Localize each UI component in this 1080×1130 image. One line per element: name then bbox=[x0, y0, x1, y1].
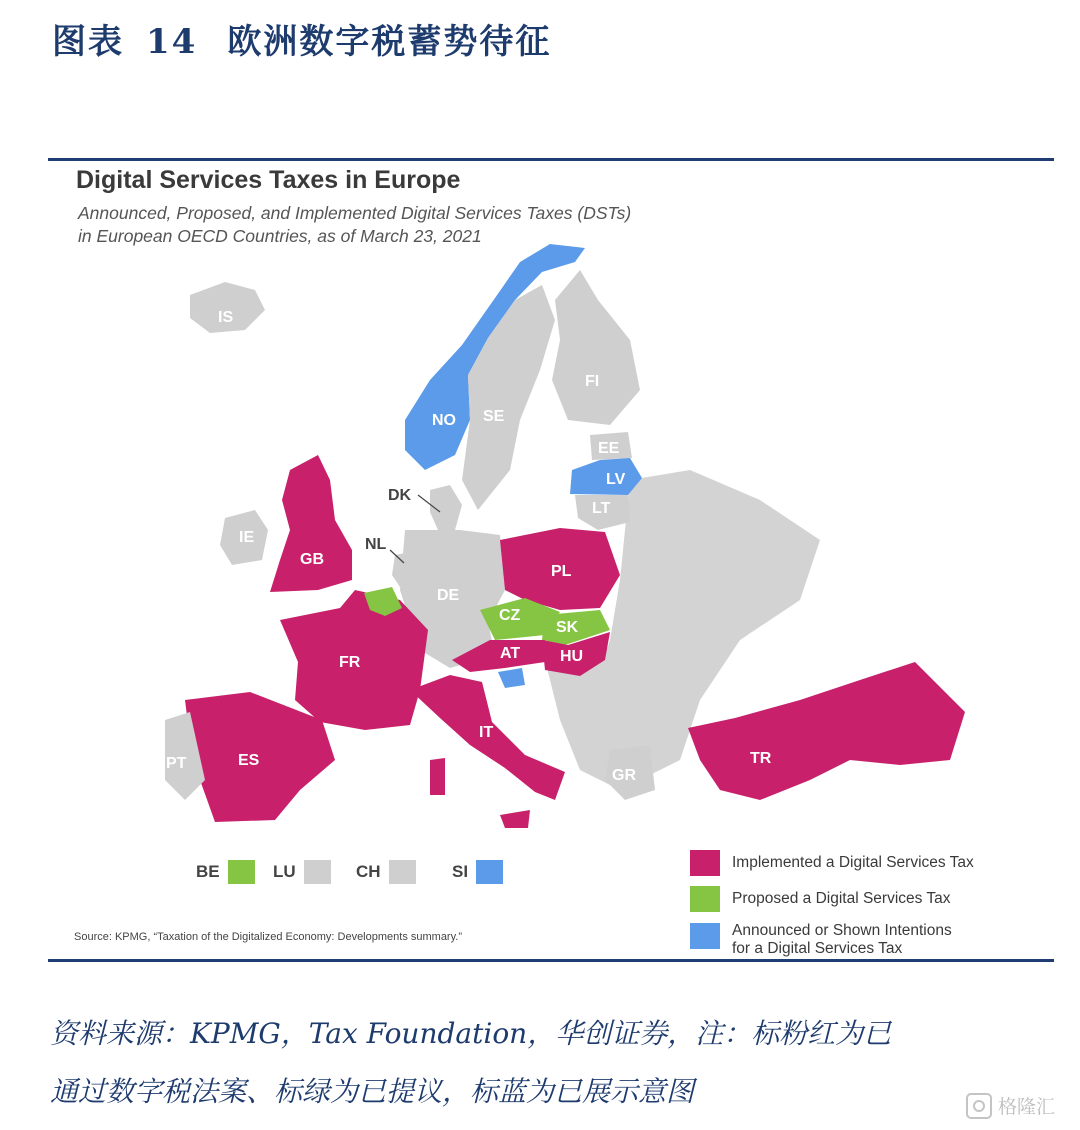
bottom-rule bbox=[48, 959, 1054, 962]
label-CZ: CZ bbox=[499, 607, 521, 624]
label-NO: NO bbox=[432, 412, 456, 429]
small-country-CH bbox=[356, 860, 416, 884]
small-country-code: BE bbox=[196, 862, 220, 881]
label-AT: AT bbox=[500, 645, 521, 662]
country-shape-TR bbox=[688, 662, 965, 800]
legend-swatch-proposed bbox=[690, 886, 720, 912]
gelonghui-logo-icon bbox=[966, 1093, 992, 1119]
label-LT: LT bbox=[592, 500, 611, 517]
label-TR: TR bbox=[750, 750, 772, 767]
label-PL: PL bbox=[551, 563, 572, 580]
map-title: Digital Services Taxes in Europe bbox=[76, 166, 461, 194]
label-HU: HU bbox=[560, 648, 584, 665]
legend-swatch-announced bbox=[690, 923, 720, 949]
legend-item-implemented bbox=[690, 850, 974, 876]
watermark bbox=[966, 1092, 1055, 1119]
small-country-code: CH bbox=[356, 862, 381, 881]
legend-label-implemented: Implemented a Digital Services Tax bbox=[732, 854, 974, 871]
label-FI: FI bbox=[585, 373, 600, 390]
label-GR: GR bbox=[612, 767, 636, 784]
caption-line-2: 通过数字税法案、标绿为已提议，标蓝为已展示意图 bbox=[50, 1075, 695, 1108]
label-ES: ES bbox=[238, 752, 260, 769]
caption-line-1: 资料来源：KPMG，Tax Foundation，华创证券，注：标粉红为已 bbox=[50, 1017, 892, 1050]
country-shape-GB bbox=[270, 455, 352, 592]
label-DK: DK bbox=[388, 487, 412, 504]
label-SK: SK bbox=[556, 619, 579, 636]
label-EE: EE bbox=[598, 440, 620, 457]
country-shape-IT-sicily bbox=[500, 810, 530, 828]
watermark-text: 格隆汇 bbox=[998, 1096, 1056, 1118]
label-IE: IE bbox=[239, 529, 255, 546]
legend-label-proposed: Proposed a Digital Services Tax bbox=[732, 890, 951, 907]
figure-number: 14 bbox=[146, 22, 198, 62]
label-GB: GB bbox=[300, 551, 324, 568]
map-source-note: Source: KPMG, “Taxation of the Digitalized Economy: Developments summary.” bbox=[74, 931, 463, 943]
label-PT: PT bbox=[166, 755, 187, 772]
small-country-BE bbox=[196, 860, 255, 884]
small-country-LU bbox=[273, 860, 331, 884]
small-country-swatch bbox=[389, 860, 416, 884]
small-country-swatch bbox=[228, 860, 255, 884]
figure-label: 图表 bbox=[52, 22, 124, 62]
label-LV: LV bbox=[606, 471, 626, 488]
legend-label-announced-line-2: for a Digital Services Tax bbox=[732, 940, 903, 957]
country-shape-SE bbox=[462, 285, 555, 510]
label-NL: NL bbox=[365, 536, 387, 553]
legend-swatch-implemented bbox=[690, 850, 720, 876]
small-country-code: LU bbox=[273, 862, 296, 881]
country-shape-IT-sardinia bbox=[430, 758, 445, 795]
small-country-swatch bbox=[476, 860, 503, 884]
legend-item-proposed bbox=[690, 886, 951, 912]
label-SE: SE bbox=[483, 408, 505, 425]
legend-label-announced bbox=[732, 922, 952, 958]
figure-caption bbox=[50, 1005, 1060, 1121]
label-IS: IS bbox=[218, 309, 234, 326]
small-country-swatch bbox=[304, 860, 331, 884]
small-country-SI bbox=[452, 860, 503, 884]
map-subtitle-line-1: Announced, Proposed, and Implemented Digital Services Taxes (DSTs) bbox=[78, 203, 632, 223]
figure-title-text: 欧洲数字税蓄势待征 bbox=[227, 22, 552, 62]
country-shape-SI bbox=[498, 668, 525, 688]
label-DE: DE bbox=[437, 587, 460, 604]
map-subtitle-line-2: in European OECD Countries, as of March 23, 2021 bbox=[78, 226, 482, 246]
small-country-code: SI bbox=[452, 862, 469, 881]
legend-item-announced bbox=[690, 922, 952, 958]
label-FR: FR bbox=[339, 654, 361, 671]
legend-label-announced-line-1: Announced or Shown Intentions bbox=[732, 922, 952, 939]
map-shapes bbox=[165, 244, 965, 828]
country-shape-FI bbox=[552, 270, 640, 425]
label-IT: IT bbox=[479, 724, 494, 741]
